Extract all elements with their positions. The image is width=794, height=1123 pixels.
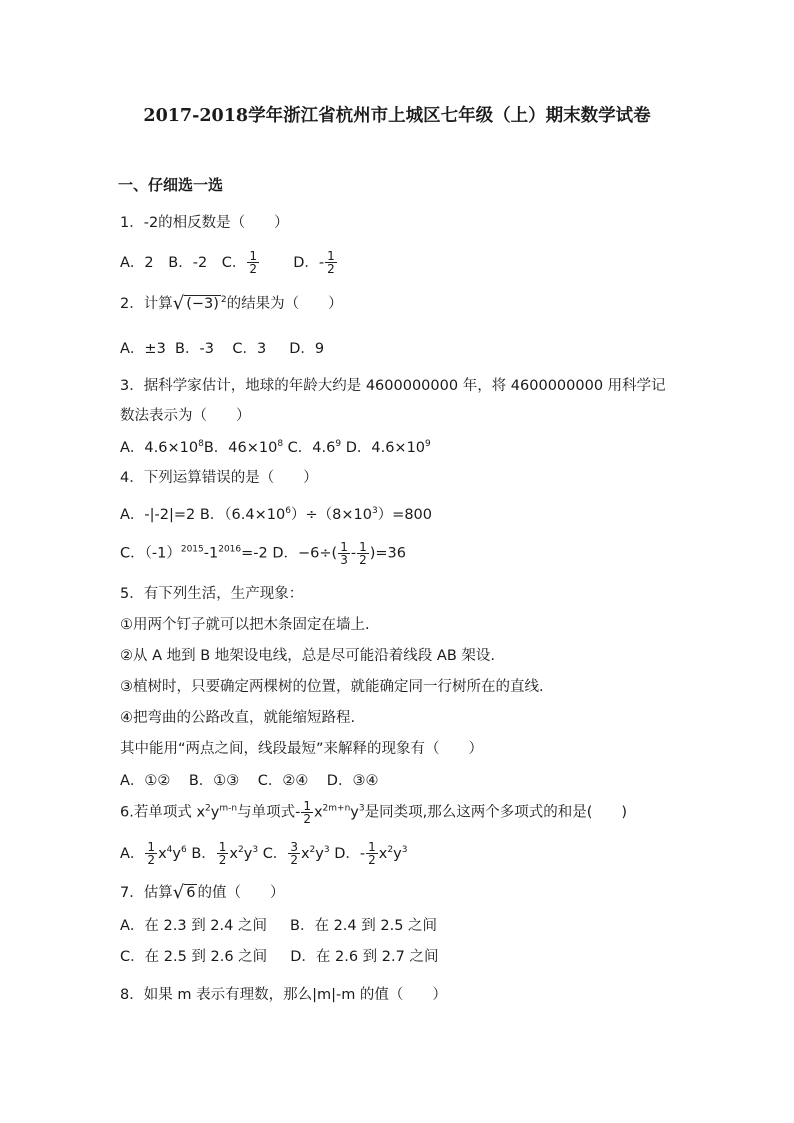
q6-option-d: D．- $\frac{1}{2}$ $x^2y^3$ — [334, 840, 408, 867]
question-2-options: A．±3 B．-3 C．3 D．9 — [120, 341, 325, 357]
fraction: $\frac{1}{2}$ — [327, 249, 335, 276]
q1-option-a: A．2 — [120, 254, 154, 271]
exam-title: 2017-2018学年浙江省杭州市上城区七年级（上）期末数学试卷 — [143, 106, 651, 126]
q1-option-d: D．- $\frac{1}{2}$ — [293, 249, 335, 276]
question-5-item-1: ①用两个钉子就可以把木条固定在墙上. — [120, 617, 370, 633]
question-1-stem: 1．-2的相反数是（ ） — [120, 215, 289, 231]
q6-option-a: A． $\frac{1}{2}$ $x^4y^6$ — [120, 840, 187, 867]
question-7-options-ab: A．在 2.3 到 2.4 之间 B．在 2.4 到 2.5 之间 — [120, 918, 438, 934]
q1-option-c: C． $\frac{1}{2}$ — [221, 249, 258, 276]
question-7-stem: 7．估算 √ 6 的值（ ） — [120, 882, 285, 903]
question-5-item-2: ②从 A 地到 B 地架设电线，总是尽可能沿着线段 AB 架设. — [120, 648, 495, 664]
question-5-item-3: ③植树时，只要确定两棵树的位置，就能确定同一行树所在的直线. — [120, 679, 544, 695]
square-root: √ 6 — [172, 882, 196, 903]
square-root: √ (−3) — [172, 293, 219, 314]
q6-option-b: B． $\frac{1}{2}$ $x^2y^3$ — [191, 840, 259, 867]
section-heading: 一、仔细选一选 — [118, 176, 224, 194]
question-5-item-4: ④把弯曲的公路改直，就能缩短路程. — [120, 710, 356, 726]
question-4-stem: 4．下列运算错误的是（ ） — [120, 470, 318, 486]
question-6-stem: 6.若单项式 $x^2y^{m-n}$与单项式- $\frac{1}{2}$ $x^{2m+n}y^3$是同类项,那么这两个多项式的和是( ) — [120, 799, 628, 826]
question-4-options-ab: A．-|-2|=2 B．$(6.4\times 10^6)\div(8\times 10^3)=800$ — [120, 506, 433, 523]
fraction: $\frac{1}{2}$ — [303, 799, 311, 826]
question-2-stem: 2．计算 √ (−3) $^2$的结果为（ ） — [120, 293, 343, 314]
fraction: $\frac{1}{2}$ — [359, 540, 367, 567]
question-8-stem: 8．如果 m 表示有理数，那么|m|-m 的值（ ） — [120, 987, 447, 1003]
fraction: $\frac{1}{2}$ — [249, 249, 258, 276]
question-5-question: 其中能用“两点之间，线段最短”来解释的现象有（ ） — [120, 741, 484, 757]
question-1-options — [120, 250, 338, 275]
question-3-stem-line2: 数法表示为（ ） — [120, 408, 251, 424]
question-5-options: A．①② B．①③ C．②④ D．③④ — [120, 773, 379, 789]
question-3-options: A．$4.6\times 10^8B$．$46\times 10^8$ C．$4.6^9$ D．$4.6\times 10^9$ — [120, 439, 431, 456]
fraction: $\frac{1}{3}$ — [340, 540, 348, 567]
q6-option-c: C． $\frac{3}{2}$ $x^2y^3$ — [262, 840, 330, 867]
question-3-stem-line1: 3．据科学家估计，地球的年龄大约是 4600000000 年，将 4600000000 用科学记 — [120, 378, 666, 394]
question-6-options — [120, 841, 407, 866]
question-4-options-cd: C．$(-1)^{2015}-1^{2016}=-2$ D．−6÷( $\frac{1}{3}$ - $\frac{1}{2}$ )=36 — [120, 540, 406, 567]
question-7-options-cd: C．在 2.5 到 2.6 之间 D．在 2.6 到 2.7 之间 — [120, 949, 439, 965]
q1-option-b: B．-2 — [168, 254, 208, 271]
question-5-stem: 5．有下列生活，生产现象： — [120, 586, 304, 602]
